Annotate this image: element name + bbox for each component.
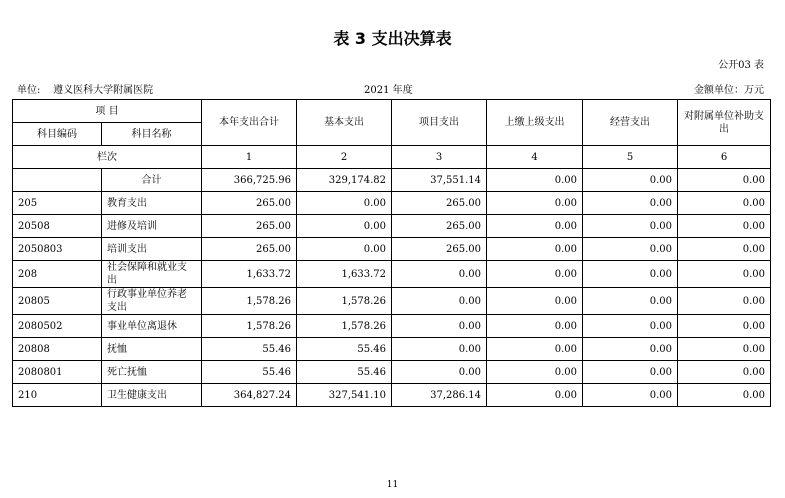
amount-cell: 1,578.26 xyxy=(297,315,392,338)
amount-cell: 37,286.14 xyxy=(392,384,487,407)
unit-label: 单位: xyxy=(17,85,41,96)
total-label: 合计 xyxy=(102,169,202,192)
header-item: 项 目 xyxy=(13,100,202,123)
header-business: 经营支出 xyxy=(583,100,678,146)
table-body xyxy=(13,100,771,407)
amount-cell: 0.00 xyxy=(583,384,678,407)
col-number: 4 xyxy=(487,146,583,169)
column-number-row xyxy=(13,146,771,169)
table-row xyxy=(13,261,771,288)
amount-cell: 0.00 xyxy=(678,315,771,338)
amount-cell: 0.00 xyxy=(487,384,583,407)
amount-cell: 1,578.26 xyxy=(202,315,297,338)
amount-cell: 55.46 xyxy=(202,338,297,361)
header-name: 科目名称 xyxy=(102,123,202,146)
total-row xyxy=(13,169,771,192)
amount-cell: 0.00 xyxy=(487,238,583,261)
header-upper: 上缴上级支出 xyxy=(487,100,583,146)
form-code: 公开03 表 xyxy=(718,60,764,71)
amount-cell: 0.00 xyxy=(678,261,771,288)
amount-cell: 0.00 xyxy=(583,361,678,384)
subject-code: 20808 xyxy=(13,338,102,361)
amount-cell: 327,541.10 xyxy=(297,384,392,407)
amount-cell: 0.00 xyxy=(487,192,583,215)
subject-code: 20805 xyxy=(13,288,102,315)
amount-cell: 1,633.72 xyxy=(297,261,392,288)
subject-name: 教育支出 xyxy=(102,192,202,215)
amount-cell: 0.00 xyxy=(678,384,771,407)
table-row xyxy=(13,361,771,384)
amount-cell: 0.00 xyxy=(583,261,678,288)
subject-code: 210 xyxy=(13,384,102,407)
amount-cell: 0.00 xyxy=(487,261,583,288)
amount-cell: 265.00 xyxy=(202,192,297,215)
subject-code: 2080801 xyxy=(13,361,102,384)
amount-cell: 0.00 xyxy=(678,361,771,384)
col-number: 6 xyxy=(678,146,771,169)
total-value: 0.00 xyxy=(583,169,678,192)
amount-cell: 0.00 xyxy=(678,238,771,261)
amount-cell: 0.00 xyxy=(678,192,771,215)
amount-cell: 265.00 xyxy=(392,238,487,261)
subject-name: 培训支出 xyxy=(102,238,202,261)
amount-cell: 0.00 xyxy=(297,215,392,238)
total-value: 366,725.96 xyxy=(202,169,297,192)
table-row xyxy=(13,192,771,215)
total-code-cell xyxy=(13,169,102,192)
col-number: 1 xyxy=(202,146,297,169)
header-total: 本年支出合计 xyxy=(202,100,297,146)
header-code: 科目编码 xyxy=(13,123,102,146)
amount-cell: 0.00 xyxy=(487,361,583,384)
amount-cell: 0.00 xyxy=(678,288,771,315)
expenditure-table xyxy=(12,99,771,407)
subject-code: 2050803 xyxy=(13,238,102,261)
amount-cell: 0.00 xyxy=(392,338,487,361)
amount-cell: 364,827.24 xyxy=(202,384,297,407)
amount-cell: 0.00 xyxy=(297,192,392,215)
amount-cell: 0.00 xyxy=(392,261,487,288)
page-number: 11 xyxy=(386,480,399,490)
amount-cell: 265.00 xyxy=(392,192,487,215)
table-title: 表 3 支出决算表 xyxy=(333,29,452,48)
table-row xyxy=(13,238,771,261)
subject-code: 2080502 xyxy=(13,315,102,338)
column-no-label: 栏次 xyxy=(13,146,202,169)
col-number: 3 xyxy=(392,146,487,169)
amount-cell: 0.00 xyxy=(583,338,678,361)
subject-code: 205 xyxy=(13,192,102,215)
amount-cell: 55.46 xyxy=(297,338,392,361)
subject-code: 208 xyxy=(13,261,102,288)
amount-cell: 0.00 xyxy=(678,215,771,238)
header-row-1 xyxy=(13,100,771,123)
amount-cell: 265.00 xyxy=(202,215,297,238)
col-number: 5 xyxy=(583,146,678,169)
unit-name: 遵义医科大学附属医院 xyxy=(53,85,154,96)
total-value: 37,551.14 xyxy=(392,169,487,192)
amount-cell: 0.00 xyxy=(583,315,678,338)
table-row xyxy=(13,215,771,238)
amount-cell: 0.00 xyxy=(392,315,487,338)
amount-cell: 0.00 xyxy=(487,338,583,361)
amount-cell: 265.00 xyxy=(202,238,297,261)
subject-name: 社会保障和就业支出 xyxy=(102,261,202,288)
amount-cell: 0.00 xyxy=(583,238,678,261)
subject-name: 事业单位离退休 xyxy=(102,315,202,338)
amount-cell: 0.00 xyxy=(297,238,392,261)
unit-line xyxy=(17,81,153,96)
amount-cell: 0.00 xyxy=(392,288,487,315)
amount-cell: 1,633.72 xyxy=(202,261,297,288)
table-row xyxy=(13,288,771,315)
table-row xyxy=(13,315,771,338)
amount-cell: 0.00 xyxy=(583,288,678,315)
amount-cell: 55.46 xyxy=(202,361,297,384)
subject-code: 20508 xyxy=(13,215,102,238)
total-value: 0.00 xyxy=(678,169,771,192)
fiscal-year: 2021 年度 xyxy=(364,85,413,96)
subject-name: 抚恤 xyxy=(102,338,202,361)
table-row xyxy=(13,338,771,361)
money-unit: 金额单位：万元 xyxy=(694,85,764,96)
subject-name: 死亡抚恤 xyxy=(102,361,202,384)
amount-cell: 265.00 xyxy=(392,215,487,238)
total-value: 0.00 xyxy=(487,169,583,192)
header-subsidy: 对附属单位补助支出 xyxy=(678,100,771,146)
amount-cell: 1,578.26 xyxy=(297,288,392,315)
amount-cell: 0.00 xyxy=(678,338,771,361)
amount-cell: 0.00 xyxy=(487,288,583,315)
amount-cell: 1,578.26 xyxy=(202,288,297,315)
table-row xyxy=(13,384,771,407)
header-project: 项目支出 xyxy=(392,100,487,146)
subject-name: 行政事业单位养老支出 xyxy=(102,288,202,315)
amount-cell: 0.00 xyxy=(487,215,583,238)
col-number: 2 xyxy=(297,146,392,169)
total-value: 329,174.82 xyxy=(297,169,392,192)
amount-cell: 0.00 xyxy=(392,361,487,384)
subject-name: 卫生健康支出 xyxy=(102,384,202,407)
amount-cell: 0.00 xyxy=(583,192,678,215)
subject-name: 进修及培训 xyxy=(102,215,202,238)
amount-cell: 0.00 xyxy=(583,215,678,238)
header-basic: 基本支出 xyxy=(297,100,392,146)
amount-cell: 55.46 xyxy=(297,361,392,384)
amount-cell: 0.00 xyxy=(487,315,583,338)
